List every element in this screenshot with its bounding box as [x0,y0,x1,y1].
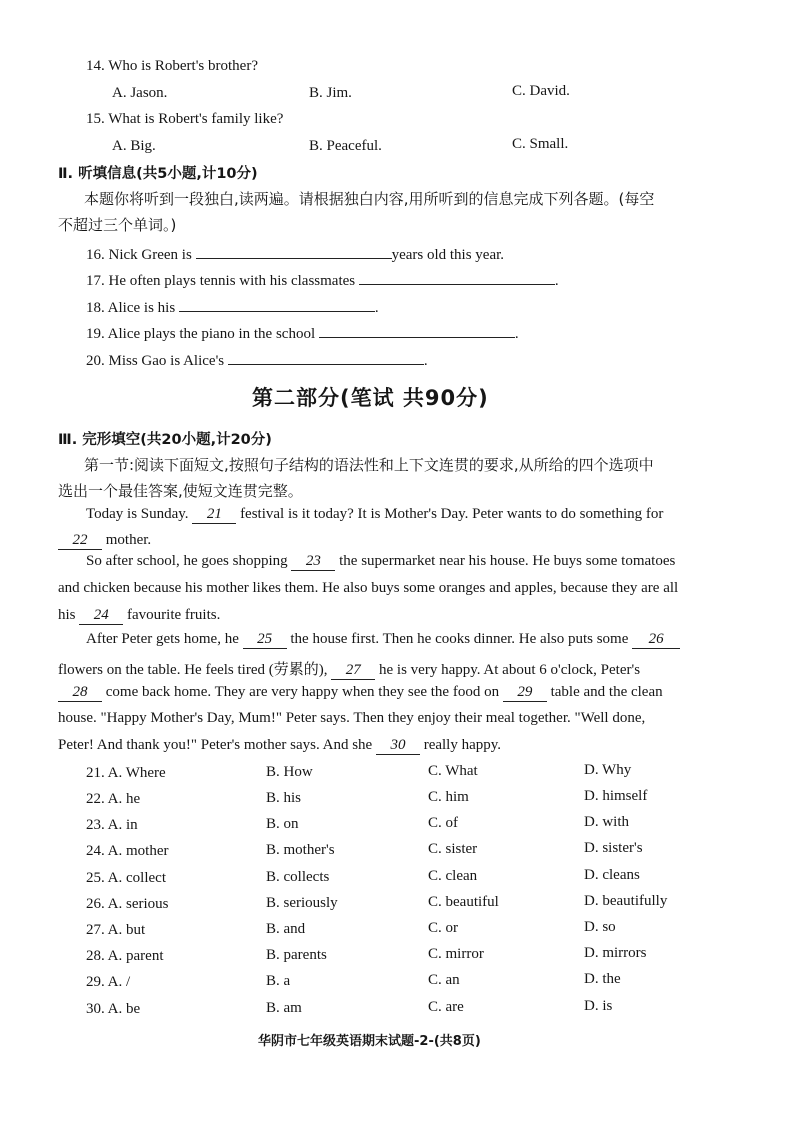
q15-option-a: A. Big. [112,138,156,154]
option-22-a: 22. A. he [86,791,141,807]
question-16: 16. Nick Green is years old this year. [86,244,504,264]
section-3-instruction-line1: 第一节:阅读下面短文,按照句子结构的语法性和上下文连贯的要求,从所给的四个选项中 [84,456,654,474]
passage-line-3: So after school, he goes shopping 23 the supermarket near his house. He buys some tomatoes [86,553,676,569]
section-3-title: Ⅲ. 完形填空(共20小题,计20分) [58,432,272,448]
question-14-stem: 14. Who is Robert's brother? [86,58,258,74]
question-20: 20. Miss Gao is Alice's . [86,350,428,370]
option-26-a: 26. A. serious [86,896,169,912]
option-30-a: 30. A. be [86,1001,141,1017]
cloze-blank-26[interactable]: 26 [632,631,680,649]
option-29-a: 29. A. / [86,974,131,990]
option-24-a: 24. A. mother [86,843,169,859]
passage-line-1: Today is Sunday. 21 festival is it today? It is Mother's Day. Peter wants to do something for [86,506,664,522]
passage-line-9: house. "Happy Mother's Day, Mum!" Peter says. Then they enjoy their meal together. "Well done, [58,710,646,726]
option-27-c: C. or [428,920,458,936]
option-28-c: C. mirror [428,946,484,962]
section-2-title: Ⅱ. 听填信息(共5小题,计10分) [58,166,258,182]
option-26-d: D. beautifully [584,893,668,909]
option-30-b: B. am [266,1000,302,1016]
question-15-stem: 15. What is Robert's family like? [86,111,284,127]
option-26-b: B. seriously [266,895,338,911]
option-29-d: D. the [584,971,621,987]
section-2-instruction-line1: 本题你将听到一段独白,读两遍。请根据独白内容,用所听到的信息完成下列各题。(每空 [84,190,655,208]
option-23-b: B. on [266,816,299,832]
option-22-c: C. him [428,789,469,805]
passage-line-4: and chicken because his mother likes them. He also buys some oranges and apples, because they are all [58,580,679,596]
option-28-b: B. parents [266,947,327,963]
q15-option-b: B. Peaceful. [309,138,382,154]
option-23-c: C. of [428,815,458,831]
option-23-a: 23. A. in [86,817,138,833]
answer-blank-20[interactable] [228,350,424,365]
option-24-c: C. sister [428,841,478,857]
section-2-instruction-line2: 不超过三个单词。) [58,216,177,234]
question-18: 18. Alice is his . [86,297,379,317]
option-22-d: D. himself [584,788,648,804]
passage-line-5: his 24 favourite fruits. [58,607,221,623]
cloze-blank-21[interactable]: 21 [192,506,236,524]
option-30-d: D. is [584,998,613,1014]
option-28-d: D. mirrors [584,945,647,961]
q15-option-c: C. Small. [512,136,569,152]
passage-line-7: flowers on the table. He feels tired (劳累的), 27 he is very happy. At about 6 o'clock, Peter's [58,662,641,678]
cloze-blank-28[interactable]: 28 [58,684,102,702]
option-29-b: B. a [266,973,291,989]
option-23-d: D. with [584,814,629,830]
option-27-b: B. and [266,921,306,937]
option-21-c: C. What [428,763,478,779]
option-27-a: 27. A. but [86,922,146,938]
option-22-b: B. his [266,790,302,806]
cloze-blank-25[interactable]: 25 [243,631,287,649]
cloze-blank-29[interactable]: 29 [503,684,547,702]
question-17: 17. He often plays tennis with his classmates . [86,270,559,290]
passage-line-10: Peter! And thank you!" Peter's mother says. And she 30 really happy. [58,737,502,753]
q14-option-b: B. Jim. [309,85,352,101]
option-27-d: D. so [584,919,616,935]
option-21-a: 21. A. Where [86,765,166,781]
option-24-b: B. mother's [266,842,335,858]
answer-blank-17[interactable] [359,270,555,285]
option-25-a: 25. A. collect [86,870,166,886]
option-30-c: C. are [428,999,464,1015]
option-26-c: C. beautiful [428,894,499,910]
cloze-blank-30[interactable]: 30 [376,737,420,755]
option-29-c: C. an [428,972,460,988]
option-24-d: D. sister's [584,840,643,856]
passage-line-6: After Peter gets home, he 25 the house first. Then he cooks dinner. He also puts some 26 [86,631,680,649]
page-footer: 华阴市七年级英语期末试题-2-(共8页) [258,1034,481,1049]
q14-option-a: A. Jason. [112,85,168,101]
answer-blank-19[interactable] [319,323,515,338]
passage-line-2: 22 mother. [58,532,151,550]
option-21-b: B. How [266,764,313,780]
option-25-c: C. clean [428,868,478,884]
cloze-blank-22[interactable]: 22 [58,532,102,550]
part-2-title: 第二部分(笔试 共90分) [252,386,489,410]
cloze-blank-23[interactable]: 23 [291,553,335,571]
option-28-a: 28. A. parent [86,948,164,964]
cloze-blank-24[interactable]: 24 [79,607,123,625]
answer-blank-16[interactable] [196,244,392,259]
option-25-d: D. cleans [584,867,640,883]
passage-line-8: 28 come back home. They are very happy when they see the food on 29 table and the clean [58,684,663,702]
option-21-d: D. Why [584,762,632,778]
question-19: 19. Alice plays the piano in the school . [86,323,519,343]
option-25-b: B. collects [266,869,330,885]
cloze-blank-27[interactable]: 27 [331,662,375,680]
q14-option-c: C. David. [512,83,570,99]
section-3-instruction-line2: 选出一个最佳答案,使短文连贯完整。 [58,482,303,500]
answer-blank-18[interactable] [179,297,375,312]
